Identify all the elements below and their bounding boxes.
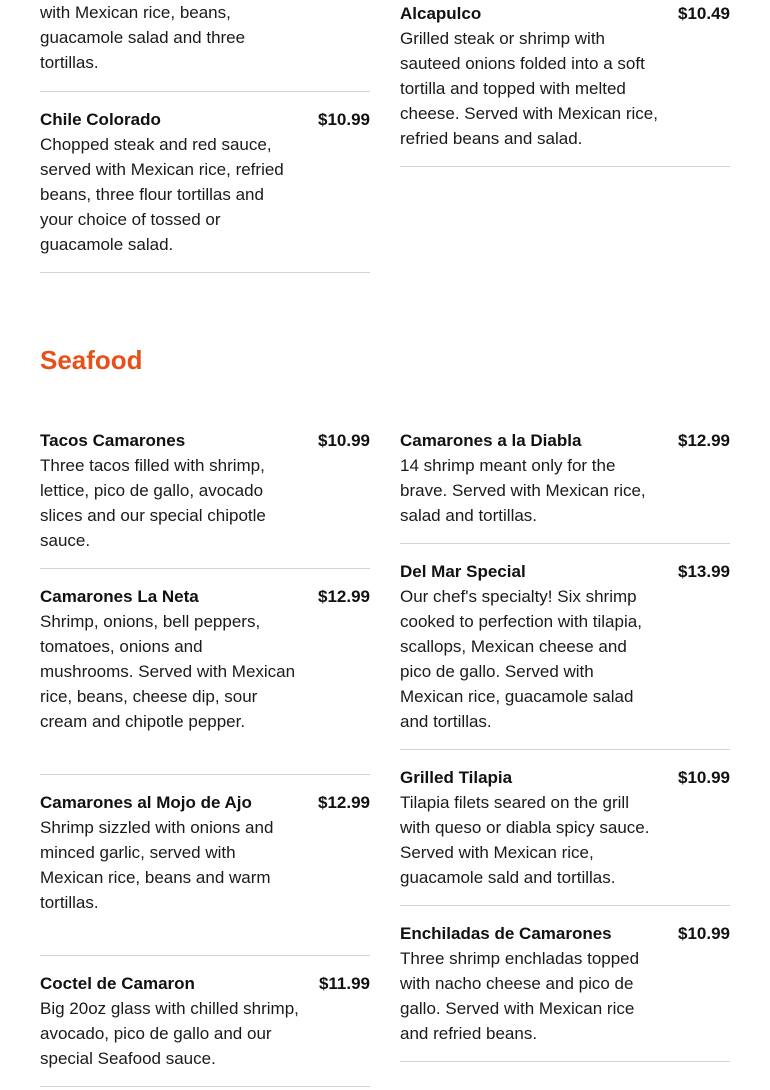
item-price: $10.99	[318, 431, 370, 450]
item-description: Grilled steak or shrimp with sauteed onions folded into a soft tortilla and topped with melted cheese. Served with Mexican rice, refried beans and salad.	[400, 29, 658, 148]
menu-item-camarones-a-la-diabla	[400, 428, 730, 544]
item-name: Camarones al Mojo de Ajo	[40, 793, 252, 812]
menu-item-chile-colorado	[40, 107, 370, 273]
item-description: Big 20oz glass with chilled shrimp, avocado, pico de gallo and our special Seafood sauce.	[40, 999, 299, 1068]
item-price: $11.99	[318, 974, 370, 993]
item-name: Alcapulco	[400, 4, 482, 23]
menu-item-del-mar-special	[400, 559, 730, 750]
item-name: Grilled Tilapia	[400, 768, 513, 787]
menu-item-camarones-la-neta	[40, 584, 370, 775]
item-description: Our chef's specialty! Six shrimp cooked to perfection with tilapia, scallops, Mexican cheese and pico de gallo. Served with Mexican rice, guacamole salad and tortillas.	[400, 587, 642, 731]
item-price: $10.49	[678, 4, 730, 23]
item-price: $13.99	[678, 562, 730, 581]
item-name: Camarones a la Diabla	[400, 431, 582, 450]
item-description: Three tacos filled with shrimp, lettice, pico de gallo, avocado slices and our special chipotle sauce.	[40, 456, 266, 550]
item-price: $10.99	[318, 110, 370, 129]
item-price: $12.99	[318, 793, 370, 812]
item-price: $10.99	[678, 768, 730, 787]
item-name: Del Mar Special	[400, 562, 526, 581]
item-name: Chile Colorado	[40, 110, 161, 129]
item-description: Shrimp sizzled with onions and minced garlic, served with Mexican rice, beans and warm tortillas.	[40, 818, 274, 912]
item-description: Chopped steak and red sauce, served with Mexican rice, refried beans, three flour tortillas and your choice of tossed or guacamole salad.	[40, 135, 284, 254]
menu-item-alcapulco	[400, 1, 730, 167]
item-description: Three shrimp enchladas topped with nacho cheese and pico de gallo. Served with Mexican rice and refried beans.	[400, 949, 640, 1043]
item-name: Tacos Camarones	[40, 431, 186, 450]
item-description: 14 shrimp meant only for the brave. Served with Mexican rice, salad and tortillas.	[400, 456, 646, 525]
item-price: $12.99	[318, 587, 370, 606]
menu-item-partial	[40, 0, 370, 92]
section-title-seafood: Seafood	[40, 345, 143, 375]
item-description: Shrimp, onions, bell peppers, tomatoes, onions and mushrooms. Served with Mexican rice, beans, cheese dip, sour cream and chipotle pepper.	[40, 612, 296, 731]
menu-item-tacos-camarones	[40, 428, 370, 569]
menu-item-coctel-de-camaron	[40, 971, 370, 1087]
item-price: $10.99	[678, 924, 730, 943]
item-name: Camarones La Neta	[40, 587, 199, 606]
item-price: $12.99	[678, 431, 730, 450]
item-description: Tilapia filets seared on the grill with queso or diabla spicy sauce. Served with Mexican rice, guacamole sald and tortillas.	[400, 793, 650, 887]
menu-item-grilled-tilapia	[400, 765, 730, 906]
item-name: Coctel de Camaron	[40, 974, 195, 993]
menu-item-camarones-mojo-de-ajo	[40, 790, 370, 956]
menu-item-enchiladas-de-camarones	[400, 921, 730, 1062]
item-description: with Mexican rice, beans, guacamole salad and three tortillas.	[40, 3, 246, 72]
item-name: Enchiladas de Camarones	[400, 924, 612, 943]
